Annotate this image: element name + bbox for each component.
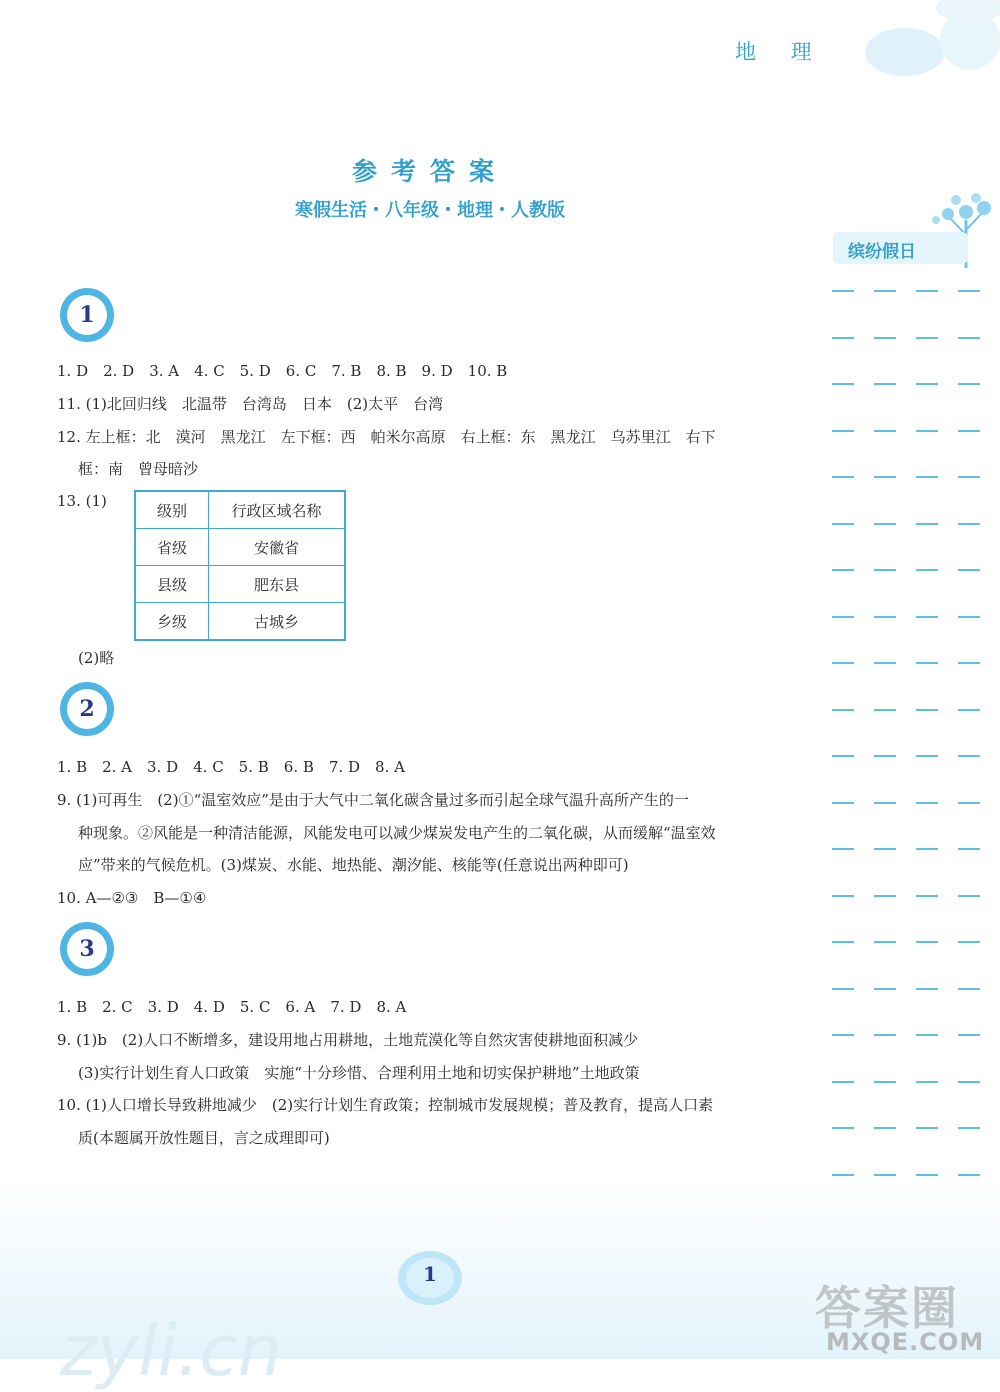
note-line — [832, 755, 982, 757]
table-row — [135, 491, 345, 529]
table-cell: 安徽省 — [209, 529, 346, 566]
answer-line: 11. (1)北回归线 北温带 台湾岛 日本 (2)太平 台湾 — [57, 395, 444, 413]
answer-line: 10. (1)人口增长导致耕地减少 (2)实行计划生育政策；控制城市发展规模；普及教育，提高人口素 — [57, 1096, 714, 1114]
page-title: 参考答案 — [351, 157, 508, 186]
note-line — [832, 337, 982, 339]
section-badge-3 — [58, 920, 116, 978]
note-line — [832, 848, 982, 850]
section-badge-2 — [58, 680, 116, 738]
cloud-decoration — [850, 0, 1000, 100]
table-header-cell: 级别 — [135, 491, 209, 529]
note-line — [832, 430, 982, 432]
section-number: 3 — [79, 936, 95, 962]
answer-line: 9. (1)b (2)人口不断增多，建设用地占用耕地，土地荒漠化等自然灾害使耕地面积减少 — [57, 1031, 639, 1049]
note-line — [832, 709, 982, 711]
note-line — [832, 988, 982, 990]
answer-line: 13. (1) — [57, 492, 107, 510]
table-cell: 肥东县 — [209, 566, 346, 603]
table-row — [135, 529, 345, 566]
table-cell: 古城乡 — [209, 603, 346, 641]
note-line — [832, 383, 982, 385]
note-line — [832, 569, 982, 571]
page-subtitle: 寒假生活・八年级・地理・人教版 — [295, 200, 565, 221]
answer-line: 1. B 2. C 3. D 4. D 5. C 6. A 7. D 8. A — [57, 998, 407, 1016]
note-line — [832, 895, 982, 897]
table-header-cell: 行政区域名称 — [209, 491, 346, 529]
watermark-url: MXQE.COM — [826, 1328, 985, 1356]
answer-line: (2)略 — [78, 649, 115, 667]
note-line — [832, 523, 982, 525]
answer-line: (3)实行计划生育人口政策 实施“十分珍惜、合理利用土地和切实保护耕地”土地政策 — [78, 1064, 640, 1082]
note-line — [832, 941, 982, 943]
watermark-left: zyli.cn — [60, 1310, 283, 1392]
answer-line: 10. A—②③ B—①④ — [57, 889, 207, 907]
answer-line: 应”带来的气候危机。(3)煤炭、水能、地热能、潮汐能、核能等(任意说出两种即可) — [78, 856, 629, 874]
answer-line: 1. D 2. D 3. A 4. C 5. D 6. C 7. B 8. B 9. D 10. B — [57, 362, 508, 380]
table-cell: 县级 — [135, 566, 209, 603]
page-number: 1 — [423, 1262, 437, 1286]
table-cell: 省级 — [135, 529, 209, 566]
section-number: 1 — [79, 302, 95, 328]
note-line — [832, 1174, 982, 1176]
answer-line: 9. (1)可再生 (2)①“温室效应”是由于大气中二氧化碳含量过多而引起全球气温升高所产生的一 — [57, 791, 689, 809]
note-line — [832, 1081, 982, 1083]
note-line — [832, 476, 982, 478]
note-line — [832, 1127, 982, 1129]
note-line — [832, 290, 982, 292]
answer-line: 1. B 2. A 3. D 4. C 5. B 6. B 7. D 8. A — [57, 758, 405, 776]
subject-label: 地 理 — [735, 40, 826, 64]
note-line — [832, 802, 982, 804]
note-line — [832, 1034, 982, 1036]
answer-line: 质(本题属开放性题目，言之成理即可) — [78, 1129, 330, 1147]
table-cell: 乡级 — [135, 603, 209, 641]
admin-table — [134, 490, 346, 641]
answer-line: 种现象。②风能是一种清洁能源，风能发电可以减少煤炭发电产生的二氧化碳，从而缓解“温室效 — [78, 824, 716, 842]
note-line — [832, 662, 982, 664]
answer-line: 12. 左上框：北 漠河 黑龙江 左下框：西 帕米尔高原 右上框：东 黑龙江 乌苏里江 右下 — [57, 428, 716, 446]
note-line — [832, 616, 982, 618]
side-tag: 缤纷假日 — [848, 242, 916, 262]
section-number: 2 — [79, 696, 95, 722]
section-badge-1 — [58, 286, 116, 344]
answer-line: 框：南 曾母暗沙 — [78, 460, 199, 478]
watermark-logo: 答案圈 — [815, 1281, 959, 1335]
table-row — [135, 566, 345, 603]
table-row — [135, 603, 345, 641]
